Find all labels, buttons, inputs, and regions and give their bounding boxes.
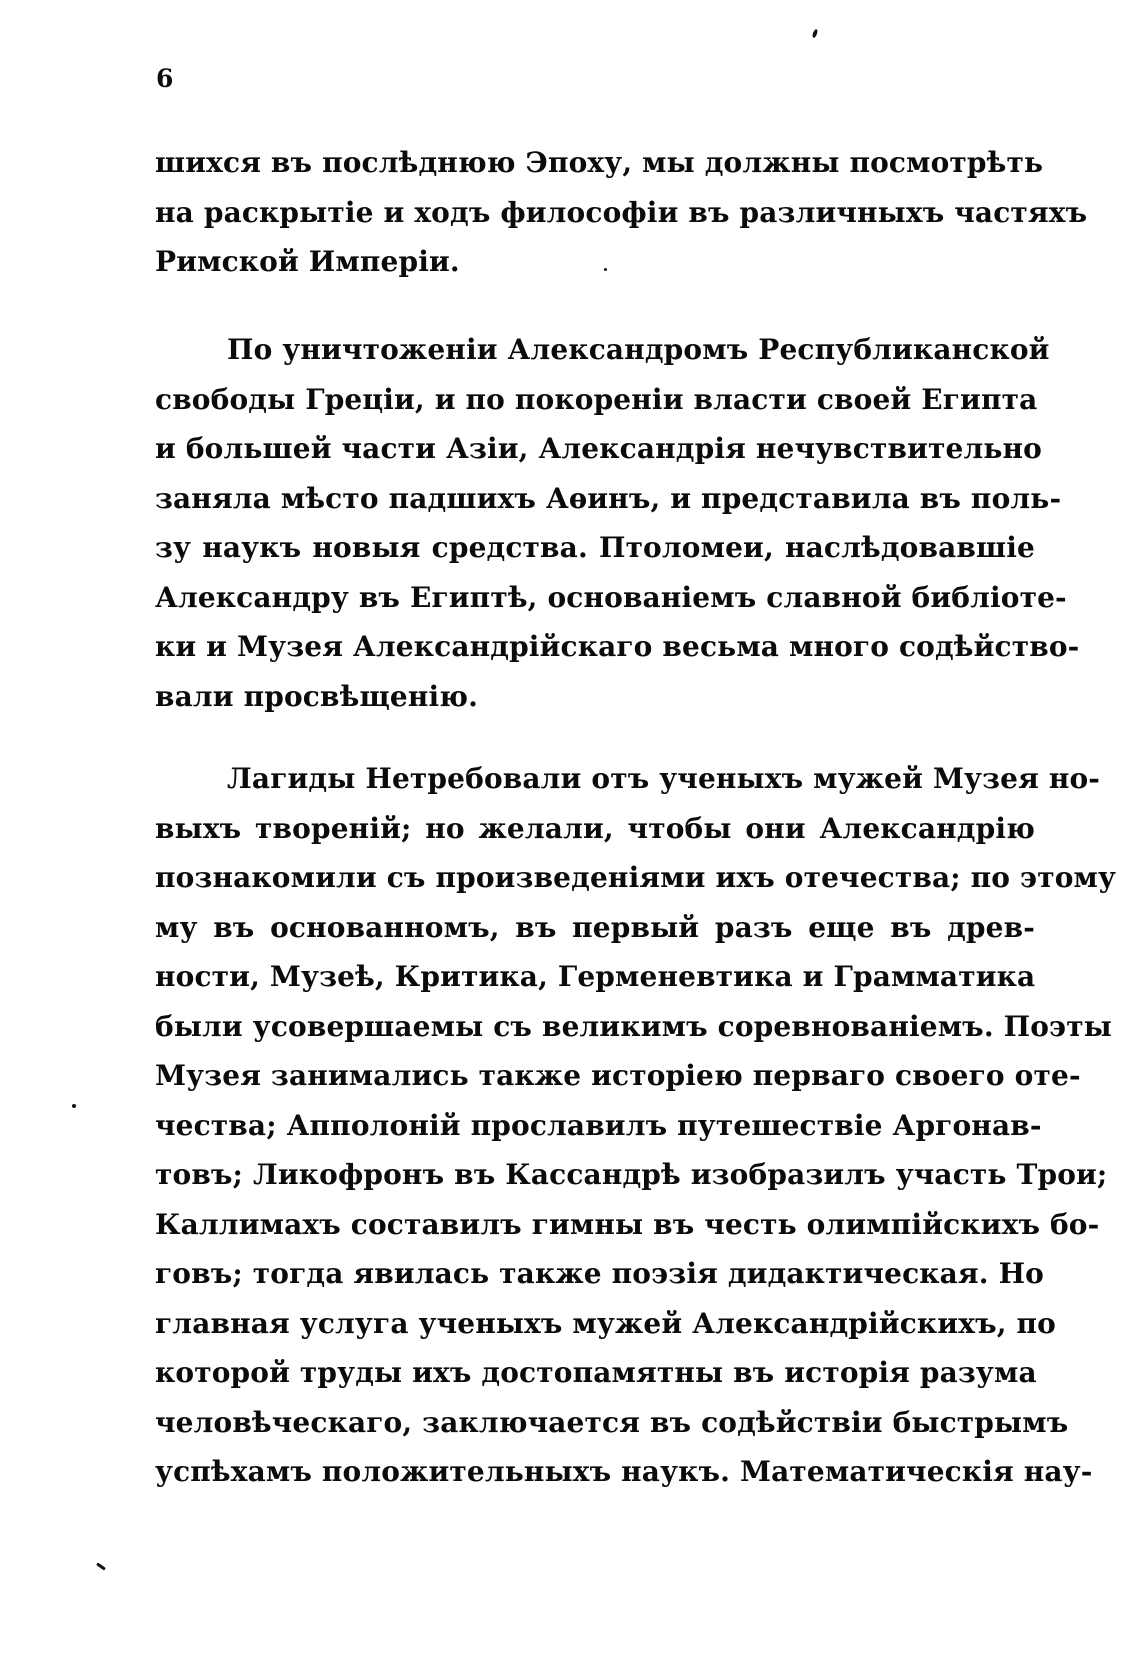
text-line: которой труды ихъ достопамятны въ исторія разума [155,1356,1037,1389]
text-line: познакомили съ произведеніями ихъ отечества; по этому [155,861,1117,894]
text-line: человѣческаго, заключается въ содѣйствіи быстрымъ [155,1405,1069,1439]
text-line: Музея занимались также исторіею перваго своего оте- [155,1059,1081,1092]
page-number: 6 [156,64,174,93]
text-line: успѣхамъ положительныхъ наукъ. Математическія нау- [155,1455,1093,1488]
text-line: выхъ твореній; но желали, чтобы они Александрію [155,811,1035,845]
text-line: По уничтоженіи Александромъ Республиканской [227,333,1050,366]
text-line: и большей части Азіи, Александрія нечувствительно [155,432,1042,465]
text-line: на раскрытіе и ходъ философіи въ различныхъ частяхъ [155,195,1088,229]
text-line: Лагиды Нетребовали отъ ученыхъ мужей Музея но- [227,762,1101,795]
text-line: чества; Апполоній прославилъ путешествіе Аргонав- [155,1108,1042,1142]
text-line: говъ; тогда явилась также поэзія дидактическая. Но [155,1257,1044,1290]
text-line: были усовершаемы съ великимъ соревнованіемъ. Поэты [155,1009,1112,1043]
text-line: товъ; Ликофронъ въ Кассандрѣ изобразилъ участь Трои; [155,1158,1108,1191]
ink-speck [604,268,607,271]
text-line: заняла мѣсто падшихъ Аѳинъ, и представила въ поль- [155,481,1062,515]
paragraph-2 [155,325,1080,721]
ink-speck [812,29,819,39]
text-line: свободы Греціи, и по покореніи власти своей Египта [155,382,1038,416]
text-line: ности, Музеѣ, Критика, Герменевтика и Грамматика [155,960,1036,993]
text-line: ки и Музея Александрійскаго весьма много содѣйство- [155,630,1080,663]
text-line: вали просвѣщенію. [155,679,479,713]
paragraph-3 [155,754,1117,1497]
ink-speck [72,1104,76,1108]
text-line: Александру въ Египтѣ, основаніемъ славной библіоте- [155,580,1067,614]
paragraph-1 [155,138,1088,287]
text-line: Римской Имперіи. [155,245,460,278]
text-line: главная услуга ученыхъ мужей Александрійскихъ, по [155,1306,1056,1340]
text-line: зу наукъ новыя средства. Птоломеи, наслѣдовавшіе [155,531,1035,564]
text-line: шихся въ послѣднюю Эпоху, мы должны посмотрѣть [155,146,1044,179]
text-line: му въ основанномъ, въ первый разъ еще въ древ- [155,910,1035,944]
text-line: Каллимахъ составилъ гимны въ честь олимпійскихъ бо- [155,1207,1100,1241]
ink-speck [96,1562,106,1570]
